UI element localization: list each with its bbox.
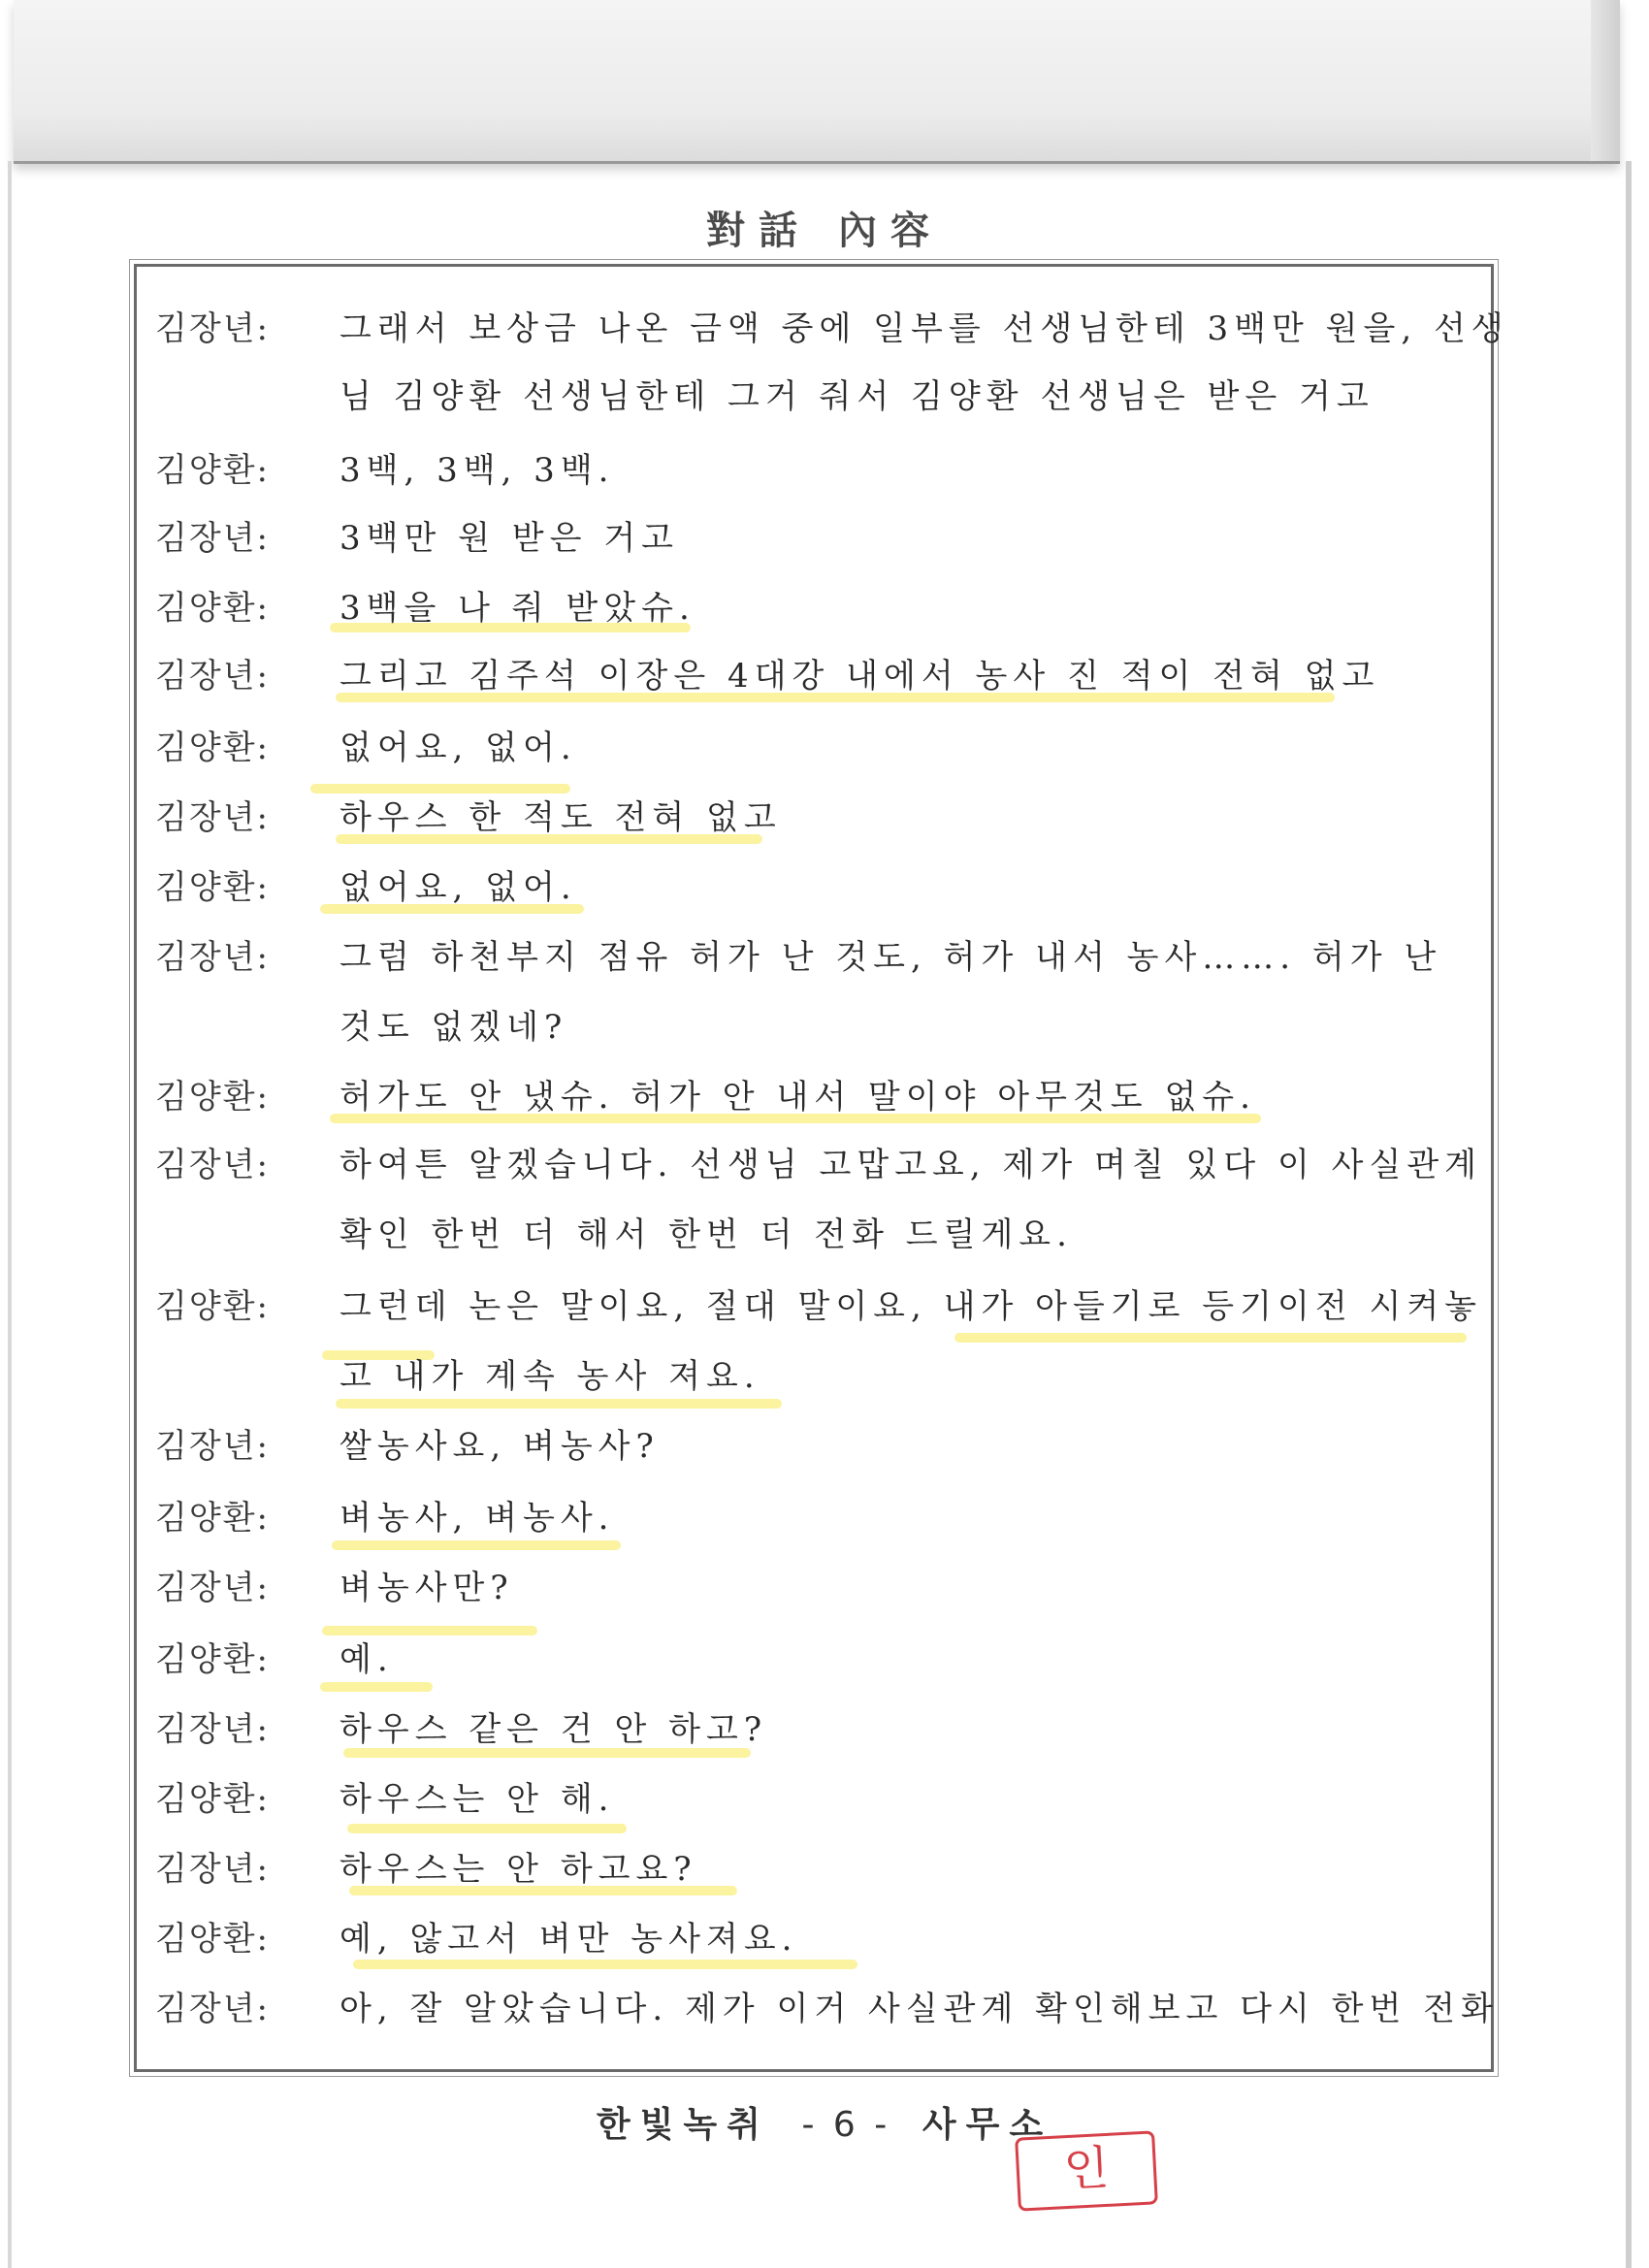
utterance-text: 그럼 하천부지 점유 허가 난 것도, 허가 내서 농사……. 허가 난 — [340, 938, 1442, 977]
speaker-label: 김장년: — [155, 519, 270, 558]
utterance-text: 그리고 김주석 이장은 4대강 내에서 농사 진 적이 전혀 없고 — [340, 657, 1380, 696]
utterance-text: 없어요, 없어. — [340, 868, 577, 907]
transcript-line — [0, 1488, 1649, 1548]
speaker-label: 김장년: — [155, 1990, 270, 2028]
speaker-label: 김장년: — [155, 309, 270, 348]
utterance-text: 하여튼 알겠습니다. 선생님 고맙고요, 제가 며칠 있다 이 사실관계 — [340, 1146, 1483, 1184]
transcript-line — [0, 508, 1649, 568]
transcript-line — [0, 997, 1649, 1057]
transcript-line — [0, 1416, 1649, 1476]
utterance-text: 확인 한번 더 해서 한번 더 전화 드릴게요. — [340, 1215, 1073, 1254]
utterance-text: 없어요, 없어. — [340, 729, 577, 767]
speaker-label: 김양환: — [155, 1499, 270, 1538]
transcript-line — [0, 718, 1649, 778]
transcript-line — [0, 788, 1649, 848]
speaker-label: 김장년: — [155, 657, 270, 696]
transcript-line — [0, 1979, 1649, 2039]
speaker-label: 김장년: — [155, 1850, 270, 1889]
utterance-text: 3백, 3백, 3백. — [340, 451, 615, 490]
speaker-label: 김양환: — [155, 1640, 270, 1679]
transcript-line — [0, 646, 1649, 706]
page-number: - 6 - — [801, 2105, 891, 2145]
transcript-line — [0, 1769, 1649, 1830]
transcript-line — [0, 1135, 1649, 1195]
transcript-line — [0, 1067, 1649, 1127]
speaker-label: 김양환: — [155, 451, 270, 490]
speaker-label: 김양환: — [155, 1287, 270, 1326]
transcript-line — [0, 1558, 1649, 1618]
transcript-line — [0, 1630, 1649, 1690]
speaker-label: 김양환: — [155, 729, 270, 767]
utterance-text: 쌀농사요, 벼농사? — [340, 1427, 660, 1466]
utterance-text: 님 김양환 선생님한테 그거 줘서 김양환 선생님은 받은 거고 — [340, 377, 1374, 416]
seal-stamp: 인 — [1015, 2130, 1158, 2211]
speaker-label: 김양환: — [155, 1920, 270, 1959]
transcript-line — [0, 858, 1649, 918]
footer-company-left: 한빛녹취 — [596, 2105, 770, 2145]
speaker-label: 김장년: — [155, 798, 270, 837]
utterance-text: 3백만 원 받은 거고 — [340, 519, 679, 558]
speaker-label: 김양환: — [155, 868, 270, 907]
utterance-text: 허가도 안 냈슈. 허가 안 내서 말이야 아무것도 없슈. — [340, 1078, 1256, 1117]
transcript-line — [0, 440, 1649, 501]
footer-company-right: 사무소 — [922, 2105, 1053, 2145]
utterance-text: 것도 없겠네? — [340, 1008, 568, 1047]
transcript-line — [0, 1700, 1649, 1760]
transcript-line — [0, 1346, 1649, 1407]
document-title: 對話 內容 — [706, 208, 943, 253]
speaker-label: 김장년: — [155, 1427, 270, 1466]
utterance-text: 아, 잘 알았습니다. 제가 이거 사실관계 확인해보고 다시 한번 전화 — [340, 1990, 1499, 2028]
utterance-text: 예, 않고서 벼만 농사져요. — [340, 1920, 798, 1959]
transcript-line — [0, 367, 1649, 427]
utterance-text: 하우스 같은 건 안 하고? — [340, 1710, 768, 1749]
speaker-label: 김장년: — [155, 938, 270, 977]
transcript-line — [0, 1205, 1649, 1265]
utterance-text: 하우스는 안 해. — [340, 1780, 615, 1819]
speaker-label: 김장년: — [155, 1710, 270, 1749]
speaker-label: 김장년: — [155, 1569, 270, 1607]
transcript-line — [0, 1277, 1649, 1337]
utterance-text: 하우스 한 적도 전혀 없고 — [340, 798, 782, 837]
speaker-label: 김양환: — [155, 1780, 270, 1819]
speaker-label: 김양환: — [155, 1078, 270, 1117]
utterance-text: 예. — [340, 1640, 394, 1679]
utterance-text: 3백을 나 줘 받았슈. — [340, 589, 695, 628]
utterance-text: 그래서 보상금 나온 금액 중에 일부를 선생님한테 3백만 원을, 선생 — [340, 309, 1509, 348]
utterance-text: 벼농사만? — [340, 1569, 514, 1607]
transcript-line — [0, 927, 1649, 988]
speaker-label: 김장년: — [155, 1146, 270, 1184]
page-footer — [0, 2097, 1649, 2147]
utterance-text: 벼농사, 벼농사. — [340, 1499, 615, 1538]
utterance-text: 그런데 논은 말이요, 절대 말이요, 내가 아들기로 등기이전 시켜놓 — [340, 1287, 1483, 1326]
speaker-label: 김양환: — [155, 589, 270, 628]
utterance-text: 고 내가 계속 농사 져요. — [340, 1357, 760, 1396]
transcript-line — [0, 1839, 1649, 1899]
transcript-line — [0, 578, 1649, 638]
utterance-text: 하우스는 안 하고요? — [340, 1850, 697, 1889]
transcript-line — [0, 1909, 1649, 1969]
transcript-line — [0, 299, 1649, 359]
